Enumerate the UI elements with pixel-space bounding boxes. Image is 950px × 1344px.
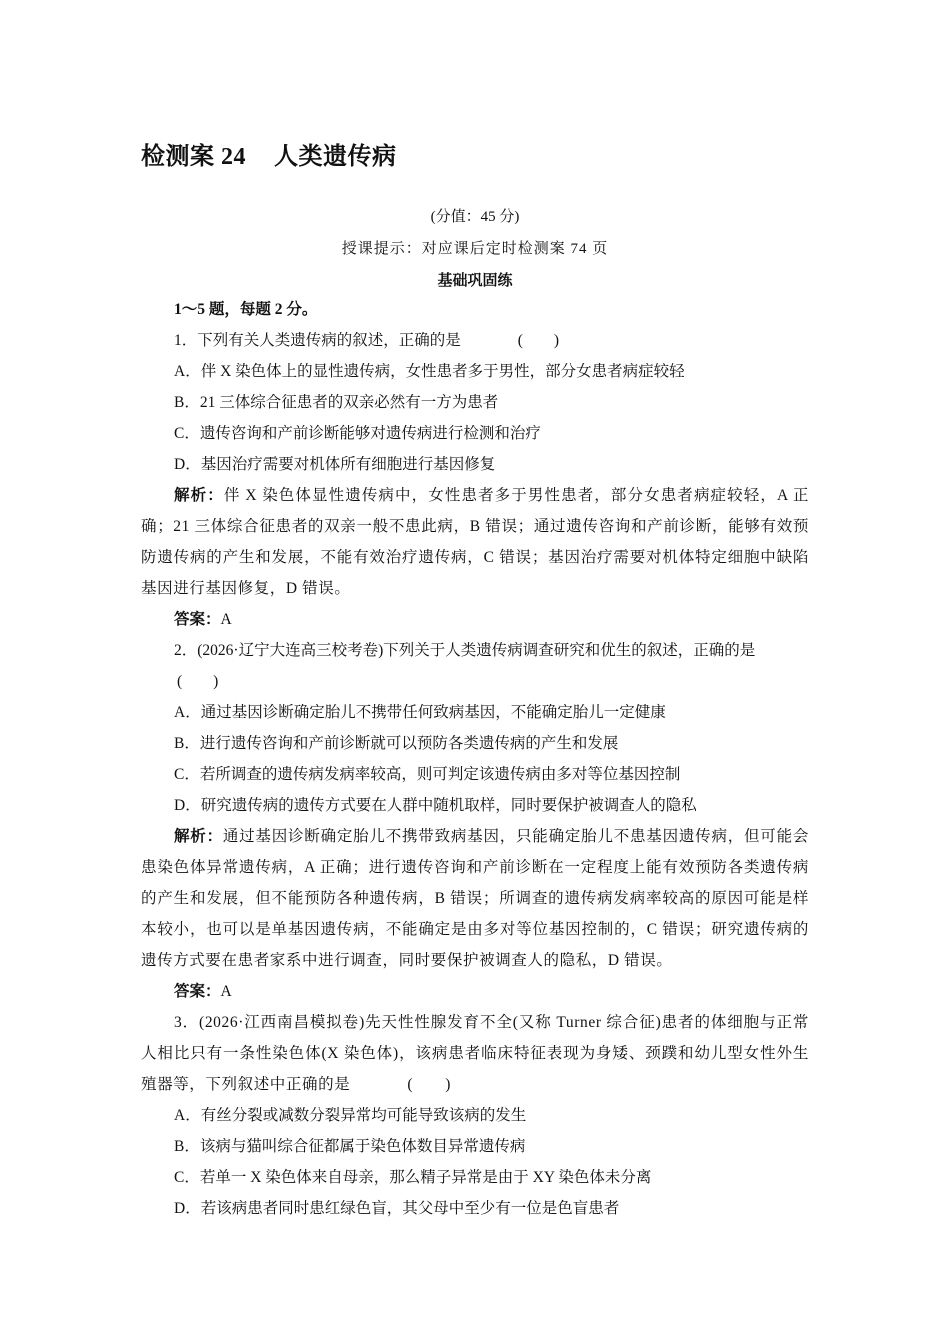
question-1-analysis bbox=[141, 480, 809, 604]
score-line: (分值：45 分) bbox=[430, 209, 520, 225]
question-1-option-c: C．遗传咨询和产前诊断能够对遗传病进行检测和治疗 bbox=[174, 425, 541, 442]
question-3-option-c: C．若单一 X 染色体来自母亲，那么精子异常是由于 XY 染色体未分离 bbox=[174, 1169, 652, 1186]
question-stem-text: 1．下列有关人类遗传病的叙述，正确的是 bbox=[174, 332, 461, 349]
question-2-paren-line bbox=[141, 666, 809, 697]
question-3-option-b: B．该病与猫叫综合征都属于染色体数目异常遗传病 bbox=[174, 1138, 526, 1155]
question-3-stem bbox=[141, 1007, 809, 1100]
answer-label: 答案： bbox=[174, 611, 221, 628]
instruction-line: 1～5 题，每题 2 分。 bbox=[174, 301, 318, 318]
question-2-option-c: C．若所调查的遗传病发病率较高，则可判定该遗传病由多对等位基因控制 bbox=[174, 766, 681, 783]
question-stem-text: 2．(2026·辽宁大连高三校考卷)下列关于人类遗传病调查研究和优生的叙述，正确的是 bbox=[174, 642, 756, 659]
question-3-option-a: A．有丝分裂或减数分裂异常均可能导致该病的发生 bbox=[174, 1107, 527, 1124]
question-2-option-b: B．进行遗传咨询和产前诊断就可以预防各类遗传病的产生和发展 bbox=[174, 735, 619, 752]
question-1-answer bbox=[141, 604, 809, 635]
question-stem-text: 3．(2026·江西南昌模拟卷)先天性性腺发育不全(又称 Turner 综合征)患者的体细胞与正常人相比只有一条性染色体(X 染色体)，该病患者临床特征表现为身矮、颈蹼和幼儿型女性外生殖器等，下列叙述中正确的是 bbox=[141, 1014, 809, 1093]
question-2-analysis bbox=[141, 821, 809, 976]
title-prefix: 检测案 24 bbox=[141, 144, 246, 170]
answer-value: A bbox=[220, 983, 232, 1000]
analysis-text: 通过基因诊断确定胎儿不携带致病基因，只能确定胎儿不患基因遗传病，但可能会患染色体异常遗传病，A 正确；进行遗传咨询和产前诊断在一定程度上能有效预防各类遗传病的产生和发展，但不能预防各种遗传病，B 错误；所调查的遗传病发病率较高的原因可能是样本较小，也可以是单基因遗传病，不能确定是由多对等位基因控制的，C 错误；研究遗传病的遗传方式要在患者家系中进行调查，同时要保护被调查人的隐私，D 错误。 bbox=[141, 828, 809, 969]
title-main: 人类遗传病 bbox=[274, 144, 397, 170]
question-2-option-a: A．通过基因诊断确定胎儿不携带任何致病基因，不能确定胎儿一定健康 bbox=[174, 704, 666, 721]
analysis-text: 伴 X 染色体显性遗传病中，女性患者多于男性患者，部分女患者病症较轻，A 正确；21 三体综合征患者的双亲一般不患此病，B 错误；通过遗传咨询和产前诊断，能够有效预防遗传病的产生和发展，不能有效治疗遗传病，C 错误；基因治疗需要对机体特定细胞中缺陷基因进行基因修复，D 错误。 bbox=[141, 487, 809, 597]
question-2-stem bbox=[141, 635, 809, 666]
question-1-option-b: B．21 三体综合征患者的双亲必然有一方为患者 bbox=[174, 394, 499, 411]
answer-paren: ( ) bbox=[407, 1076, 452, 1093]
page-title bbox=[141, 136, 397, 171]
question-3-option-d: D．若该病患者同时患红绿色盲，其父母中至少有一位是色盲患者 bbox=[174, 1200, 620, 1217]
analysis-label: 解析： bbox=[174, 828, 223, 845]
answer-value: A bbox=[220, 611, 232, 628]
question-1-option-a: A．伴 X 染色体上的显性遗传病，女性患者多于男性，部分女患者病症较轻 bbox=[174, 363, 685, 380]
section-heading: 基础巩固练 bbox=[437, 273, 513, 289]
analysis-label: 解析： bbox=[174, 487, 224, 504]
question-content bbox=[141, 294, 809, 1224]
hint-line: 授课提示：对应课后定时检测案 74 页 bbox=[341, 241, 609, 257]
question-2-answer bbox=[141, 976, 809, 1007]
answer-paren: ( ) bbox=[177, 673, 219, 690]
answer-paren: ( ) bbox=[517, 332, 560, 349]
question-2-option-d: D．研究遗传病的遗传方式要在人群中随机取样，同时要保护被调查人的隐私 bbox=[174, 797, 697, 814]
question-1-option-d: D．基因治疗需要对机体所有细胞进行基因修复 bbox=[174, 456, 496, 473]
question-1-stem bbox=[141, 325, 809, 356]
answer-label: 答案： bbox=[174, 983, 221, 1000]
